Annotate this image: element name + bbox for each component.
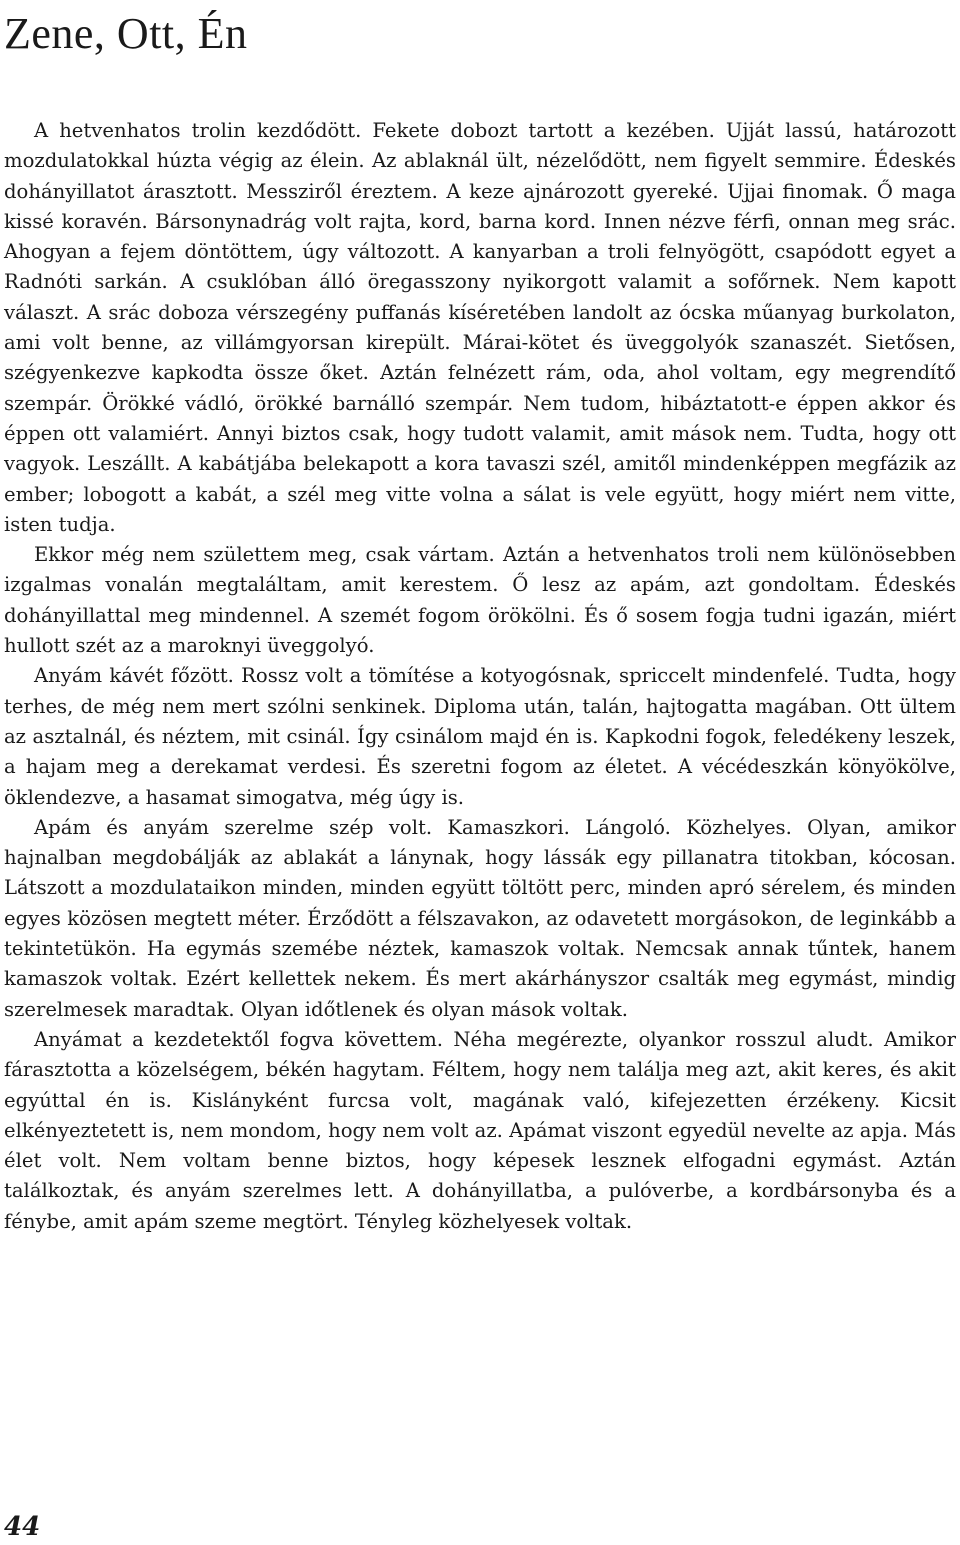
paragraph-1: A hetvenhatos trolin kezdődött. Fekete dobozt tartott a kezében. Ujját lassú, határozott mozdulatokkal húzta végig az élein. Az ablaknál ült, nézelődött, nem figyelt semmire. Édeskés dohányillatot árasztott. Messziről éreztem. A keze ajnározott gyereké. Ujjai finomak. Ő maga kissé koravén. Bársonynadrág volt rajta, kord, barna kord. Innen nézve férfi, onnan meg srác. Ahogyan a fejem döntöttem, úgy változott. A kanyarban a troli felnyögött, csapódott egyet a Radnóti sarkán. A csuklóban álló öregasszony nyikorgott valamit a sofőrnek. Nem kapott választ. A srác doboza vérszegény puffanás kíséretében landolt az ócska műanyag burkolaton, ami volt benne, az villámgyorsan kirepült. Márai-kötet és üveggolyók szanaszét. Sietősen, szégyenkezve kapkodta össze őket. Aztán felnézett rám, oda, ahol voltam, egy megrendítő szempár. Örökké vádló, örökké barnálló szempár. Nem tudom, hibáztatott-e éppen akkor és éppen ott valamiért. Annyi biztos csak, hogy tudott valamit, amit mások nem. Tudta, hogy ott vagyok. Leszállt. A kabátjába belekapott a kora tavaszi szél, amitől mindenképpen megfázik az ember; lobogott a kabát, a szél meg vitte volna a sálat is vele együtt, hogy miért nem vitte, isten tudja. bbox=[4, 119, 956, 536]
paragraph-2: Ekkor még nem születtem meg, csak vártam. Aztán a hetvenhatos troli nem különösebben izgalmas vonalán megtaláltam, amit kerestem. Ő lesz az apám, azt gondoltam. Édeskés dohányillattal meg mindennel. A szemét fogom örökölni. És ő sosem fogja tudni igazán, miért hullott szét az a maroknyi üveggolyó. bbox=[4, 543, 956, 658]
paragraph-3: Anyám kávét főzött. Rossz volt a tömítése a kotyogósnak, spriccelt mindenfelé. Tudta, hogy terhes, de még nem mert szólni senkinek. Diploma után, talán, hajtogatta magában. Ott ültem az asztalnál, és néztem, mit csinál. Így csinálom majd én is. Kapkodni fogok, feledékeny leszek, a hajam meg a derekamat verdesi. És szeretni fogom az életet. A vécédeszkán könyökölve, öklendezve, a hasamat simogatva, még úgy is. bbox=[4, 664, 956, 809]
paragraph-5: Anyámat a kezdetektől fogva követtem. Néha megérezte, olyankor rosszul aludt. Amikor fárasztotta a közelségem, békén hagytam. Féltem, hogy nem találja meg azt, akit keres, és akit egyúttal én is. Kislányként furcsa volt, magának való, kifejezetten érzékeny. Kicsit elkényeztetett is, nem mondom, hogy nem volt az. Apámat viszont egyedül nevelte az apja. Más élet volt. Nem voltam benne biztos, hogy képesek lesznek elfogadni egymást. Aztán találkoztak, és anyám szerelmes lett. A dohányillatba, a pulóverbe, a kordbársonyba és a fénybe, amit apám szeme megtört. Tényleg közhelyesek voltak. bbox=[4, 1027, 956, 1233]
body-text bbox=[4, 116, 956, 1237]
page-number: 44 bbox=[4, 1512, 41, 1542]
paragraph-4: Apám és anyám szerelme szép volt. Kamaszkori. Lángoló. Közhelyes. Olyan, amikor hajnalban megdobálják az ablakát a lánynak, hogy lássák egy pillanatra titokban, kócosan. Látszott a mozdulataikon minden, minden együtt töltött perc, minden apró sérelem, és minden egyes közösen megtett méter. Érződött a félszavakon, az odavetett morgásokon, de leginkább a tekintetükön. Ha egymás szemébe néztek, kamaszok voltak. Nemcsak annak tűntek, hanem kamaszok voltak. Ezért kellettek nekem. És mert akárhányszor csalták meg egymást, mindig szerelmesek maradtak. Olyan időtlenek és olyan mások voltak. bbox=[4, 815, 956, 1021]
page-title: Zene, Ott, Én bbox=[4, 9, 248, 58]
